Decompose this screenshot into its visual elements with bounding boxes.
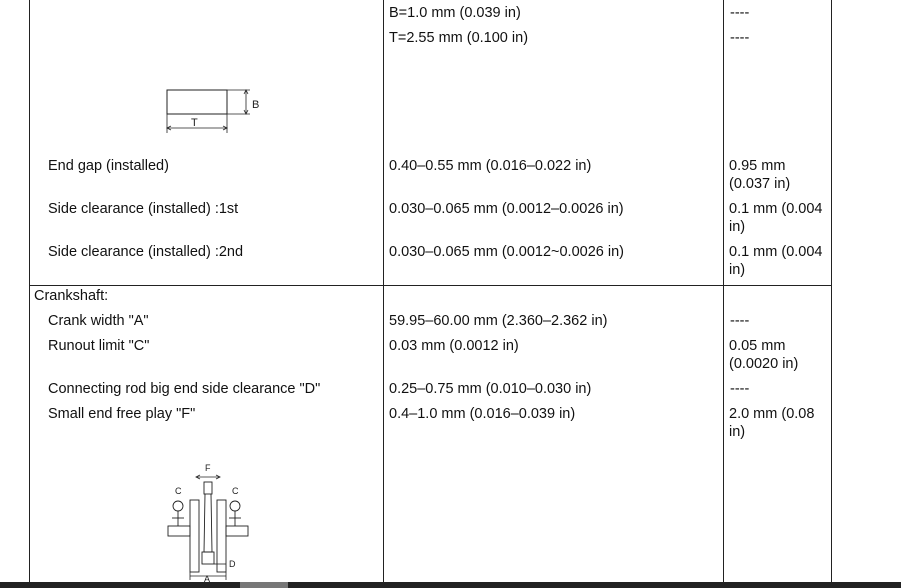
diagram-label-f: F: [205, 463, 211, 473]
row-standard-big-end-clearance: 0.25–0.75 mm (0.010–0.030 in): [389, 381, 592, 397]
standard-column-divider: [383, 0, 384, 582]
row-limit-end-gap: 0.95 mm (0.037 in): [729, 158, 791, 192]
row-limit-crank-width: ----: [730, 313, 750, 329]
ring-spec-b-standard: B=1.0 mm (0.039 in): [389, 5, 521, 21]
ring-spec-t-limit: ----: [730, 30, 750, 46]
table-left-border: [29, 0, 30, 582]
section-divider: [29, 285, 832, 286]
diagram-label-t: T: [191, 117, 198, 129]
ring-spec-b-limit: ----: [730, 5, 750, 21]
row-label-side-clearance-2nd: Side clearance (installed) :2nd: [48, 244, 244, 260]
row-limit-runout-limit: 0.05 mm (0.0020 in): [729, 338, 799, 372]
diagram-label-b: B: [252, 99, 260, 111]
horizontal-scrollbar[interactable]: [0, 582, 901, 588]
diagram-label-d: D: [229, 559, 236, 569]
row-label-end-gap: End gap (installed): [48, 158, 169, 174]
row-standard-end-gap: 0.40–0.55 mm (0.016–0.022 in): [389, 158, 592, 174]
row-label-side-clearance-1st: Side clearance (installed) :1st: [48, 201, 239, 217]
row-label-big-end-clearance: Connecting rod big end side clearance "D": [48, 381, 321, 397]
row-limit-side-clearance-1st: 0.1 mm (0.004 in): [729, 201, 823, 235]
row-limit-side-clearance-2nd: 0.1 mm (0.004 in): [729, 244, 823, 278]
row-standard-crank-width: 59.95–60.00 mm (2.360–2.362 in): [389, 313, 608, 329]
piston-ring-diagram: [160, 84, 270, 136]
table-right-border: [831, 0, 832, 582]
row-standard-side-clearance-1st: 0.030–0.065 mm (0.0012–0.0026 in): [389, 201, 624, 217]
row-label-runout-limit: Runout limit "C": [48, 338, 150, 354]
crankshaft-diagram: [160, 460, 260, 582]
limit-column-divider: [723, 0, 724, 582]
scrollbar-thumb[interactable]: [240, 582, 288, 588]
diagram-label-c-left: C: [175, 486, 182, 496]
diagram-label-c-right: C: [232, 486, 239, 496]
row-standard-runout-limit: 0.03 mm (0.0012 in): [389, 338, 519, 354]
row-standard-small-end-free-play: 0.4–1.0 mm (0.016–0.039 in): [389, 406, 576, 422]
row-label-small-end-free-play: Small end free play "F": [48, 406, 196, 422]
row-limit-small-end-free-play: 2.0 mm (0.08 in): [729, 406, 815, 440]
ring-spec-t-standard: T=2.55 mm (0.100 in): [389, 30, 529, 46]
row-label-crank-width: Crank width "A": [48, 313, 149, 329]
diagram-label-a: A: [204, 574, 211, 582]
row-limit-big-end-clearance: ----: [730, 381, 750, 397]
row-standard-side-clearance-2nd: 0.030–0.065 mm (0.0012~0.0026 in): [389, 244, 624, 260]
section-title-crankshaft: Crankshaft:: [34, 288, 109, 304]
